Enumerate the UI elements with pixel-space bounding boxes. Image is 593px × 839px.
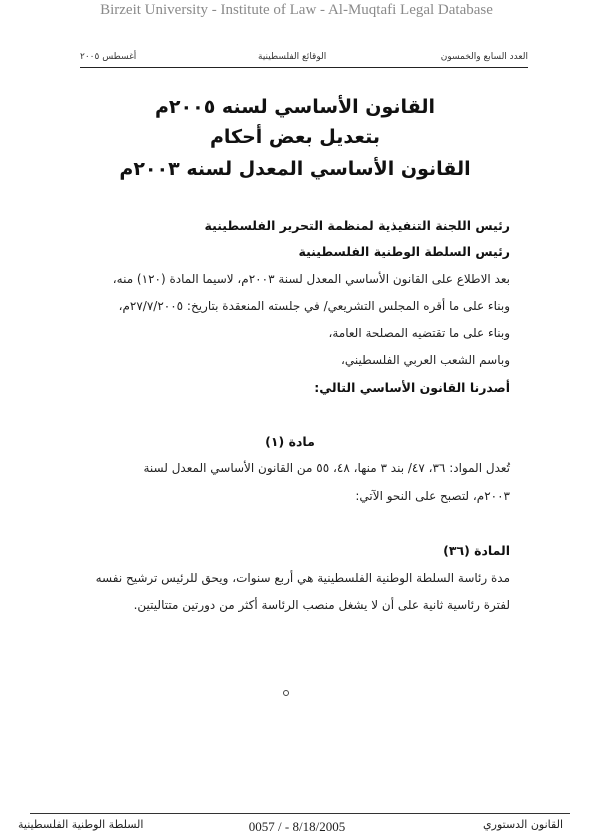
footer-authority: السلطة الوطنية الفلسطينية: [18, 818, 144, 831]
publication-name: الوقائع الفلسطينية: [258, 52, 327, 62]
issue-number: العدد السابع والخمسون: [440, 52, 528, 62]
preamble-pna-president: رئيس السلطة الوطنية الفلسطينية: [298, 244, 510, 259]
law-subtitle-2: القانون الأساسي المعدل لسنه ٢٠٠٣م: [119, 158, 471, 180]
watermark-text: Birzeit University - Institute of Law - Al-Muqtafi Legal Database: [100, 2, 493, 18]
article-1-text-line-1: تُعدل المواد: ٣٦، ٤٧/ بند ٣ منها، ٤٨، ٥٥ من القانون الأساسي المعدل لسنة: [143, 461, 510, 475]
footer-document-stamp: 0057 / - 8/18/2005: [248, 819, 346, 834]
preamble-people: وباسم الشعب العربي الفلسطيني،: [341, 353, 510, 367]
page-mark: [283, 690, 289, 696]
law-subtitle: بتعديل بعض أحكام: [209, 126, 380, 148]
issue-date: أغسطس ٢٠٠٥: [80, 52, 137, 62]
preamble-public-interest: وبناء على ما تقتضيه المصلحة العامة،: [328, 326, 510, 340]
article-1-text-line-2: ٢٠٠٣م، لتصبح على النحو الآتي:: [355, 489, 510, 503]
footer-category: القانون الدستوري: [483, 818, 563, 831]
gazette-header: [80, 52, 528, 66]
article-36-text-line-1: مدة رئاسة السلطة الوطنية الفلسطينية هي أربع سنوات، ويحق للرئيس ترشيح نفسه: [95, 571, 510, 585]
preamble-reference: بعد الاطلاع على القانون الأساسي المعدل لسنة ٢٠٠٣م، لاسيما المادة (١٢٠) منه،: [112, 272, 510, 286]
preamble-promulgation: أصدرنا القانون الأساسي التالي:: [314, 380, 510, 395]
article-36-heading: المادة (٣٦): [443, 543, 510, 558]
preamble-council-approval: وبناء على ما أقره المجلس التشريعي/ في جلسته المنعقدة بتاريخ: ٢٧/٧/٢٠٠٥م،: [118, 299, 510, 313]
law-title: القانون الأساسي لسنه ٢٠٠٥م: [154, 96, 436, 118]
footer-divider: [30, 813, 570, 814]
preamble-plo-chairman: رئيس اللجنة التنفيذية لمنظمة التحرير الفلسطينية: [204, 218, 510, 233]
header-divider: [80, 67, 528, 68]
article-1-heading: مادة (١): [265, 434, 315, 449]
article-36-text-line-2: لفترة رئاسية ثانية على أن لا يشغل منصب الرئاسة أكثر من دورتين متتاليتين.: [133, 598, 510, 612]
